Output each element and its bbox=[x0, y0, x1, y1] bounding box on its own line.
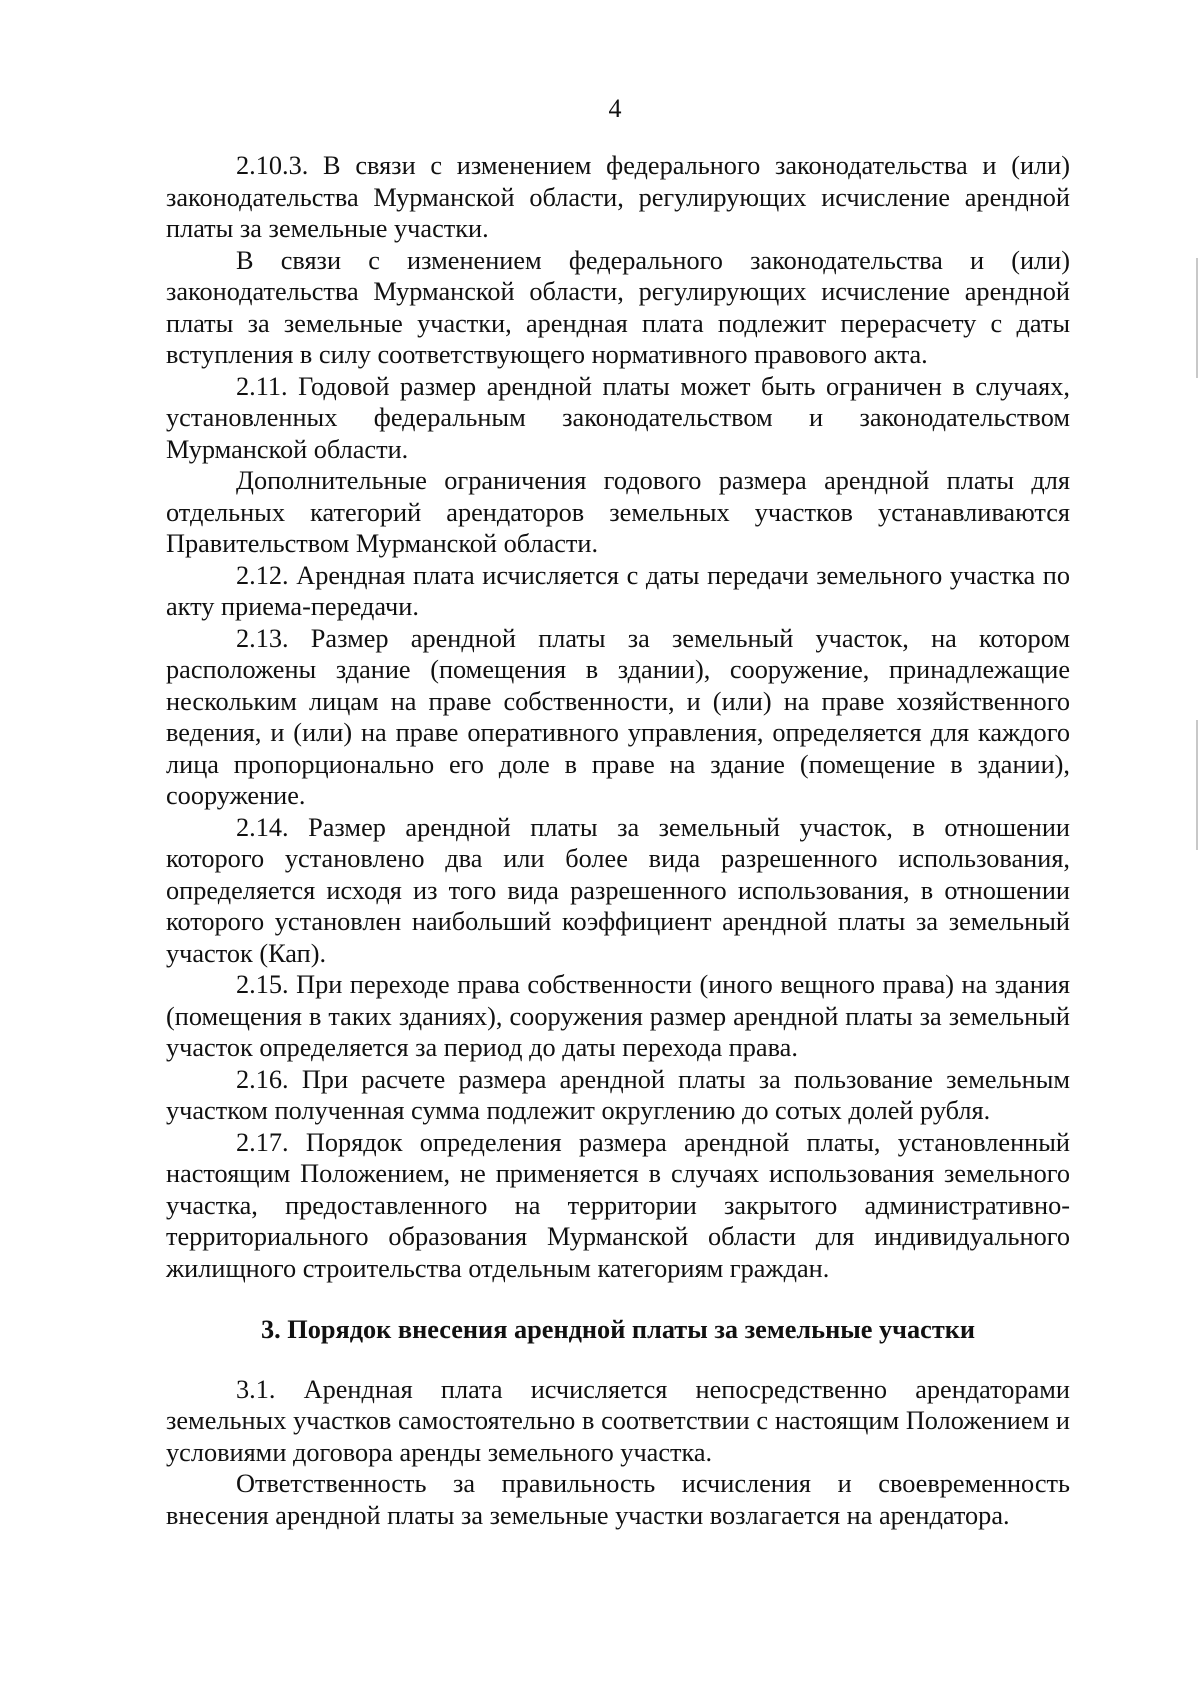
paragraph-3-1-responsibility: Ответственность за правильность исчисления и своевременность внесения арендной платы за земельные участки возлагается на арендатора. bbox=[166, 1469, 1070, 1530]
paragraph-2-11-additional: Дополнительные ограничения годового размера арендной платы для отдельных категорий арендаторов земельных участков устанавливаются Правительством Мурманской области. bbox=[166, 466, 1070, 558]
paragraph-2-10-3: 2.10.3. В связи с изменением федерального законодательства и (или) законодательства Мурманской области, регулирующих исчисление арендной платы за земельные участки. bbox=[166, 151, 1070, 243]
paragraph-2-16: 2.16. При расчете размера арендной платы за пользование земельным участком полученная сумма подлежит округлению до сотых долей рубля. bbox=[166, 1064, 1070, 1125]
paragraph-2-15: 2.15. При переходе права собственности (иного вещного права) на здания (помещения в таких зданиях), сооружения размер арендной платы за земельный участок определяется за период до даты перехода права. bbox=[166, 970, 1070, 1062]
section-3-heading: 3. Порядок внесения арендной платы за земельные участки bbox=[260, 1315, 976, 1344]
paragraph-2-11: 2.11. Годовой размер арендной платы может быть ограничен в случаях, установленных федеральным законодательством и законодательством Мурманской области. bbox=[166, 371, 1070, 464]
document-body bbox=[166, 150, 1070, 1531]
paragraph-2-13: 2.13. Размер арендной платы за земельный участок, на котором расположены здание (помещения в здании), сооружение, принадлежащие нескольким лицам на праве собственности, и (или) на праве хозяйственного ведения, и (или) на праве оперативного управления, определяется для каждого лица пропорционально его доле в праве на здание (помещение в здании), сооружение. bbox=[166, 623, 1070, 810]
scan-edge-mark-bottom bbox=[1196, 720, 1198, 850]
paragraph-2-10-3-recalculation: В связи с изменением федерального законодательства и (или) законодательства Мурманской области, регулирующих исчисление арендной платы за земельные участки, арендная плата подлежит перерасчету с даты вступления в силу соответствующего нормативного правового акта. bbox=[166, 245, 1070, 369]
paragraph-2-12: 2.12. Арендная плата исчисляется с даты передачи земельного участка по акту приема-передачи. bbox=[166, 560, 1070, 621]
paragraph-2-17: 2.17. Порядок определения размера арендной платы, установленный настоящим Положением, не применяется в случаях использования земельного участка, предоставленного на территории закрытого административно-территориального образования Мурманской области для индивидуального жилищного строительства отдельным категориям граждан. bbox=[166, 1127, 1070, 1283]
scan-edge-mark-top bbox=[1196, 258, 1198, 378]
paragraph-2-14: 2.14. Размер арендной платы за земельный участок, в отношении которого установлено два или более вида разрешенного использования, определяется исходя из того вида разрешенного использования, в отношении которого установлен наибольший коэффициент арендной платы за земельный участок (Кап). bbox=[166, 812, 1070, 968]
page-number: 4 bbox=[608, 94, 622, 123]
paragraph-3-1: 3.1. Арендная плата исчисляется непосредственно арендаторами земельных участков самостоятельно в соответствии с настоящим Положением и условиями договора аренды земельного участка. bbox=[166, 1374, 1070, 1467]
